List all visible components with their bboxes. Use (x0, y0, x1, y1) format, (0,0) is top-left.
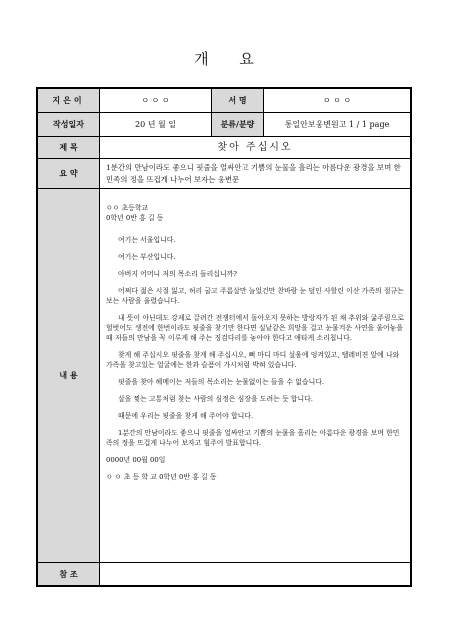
speech-paragraph-6: 찾게 해 주십시오 핏줄을 찾게 해 주십시오, 뼈 마디 마디 설움에 엉켜있고, 텔레비젼 앞에 나와 가족을 찾고있는 얼굴에는 한과 슬픔이 가시처럼 박혀 있습니다. (106, 351, 400, 369)
reference-value (100, 563, 410, 585)
speech-paragraph-3: 아버지 어머니 저의 목소리 들리십니까? (118, 270, 237, 278)
reference-row (38, 563, 410, 585)
speech-body (100, 189, 410, 562)
overview-form (36, 87, 412, 587)
author-row (38, 89, 410, 113)
speech-paragraph-9: 때문에 우리는 핏줄을 찾게 해 주어야 합니다. (118, 412, 254, 420)
summary-row (38, 159, 410, 189)
summary-value: 1분간의 만남이라도 좋으니 핏줄을 얼싸안고 기쁨의 눈물을 흘리는 아름다운 광경을 보며 한민족의 정을 뜨겁게 나누어 보자는 웅변문 (106, 162, 401, 184)
category-label: 분류/분량 (212, 113, 264, 136)
content-label: 내 용 (38, 189, 100, 562)
author-label: 지은이 (38, 89, 100, 112)
reference-label: 참 조 (38, 563, 100, 585)
speech-paragraph-10: 1분간의 만남이라도 좋으니 핏줄을 얼싸안고 기쁨의 눈물을 흘리는 아름다운 광경을 보며 한민족의 정을 뜨겁게 나누어 보자고 힘주어 발표합니다. (106, 429, 400, 447)
speech-signoff: ㅇ ㅇ 초 등 학 교 0학년 0반 홍 길 동 (106, 473, 217, 481)
category-value: 통일안보웅변원고 1 / 1 page (284, 120, 390, 129)
speech-paragraph-8: 살을 찢는 고통처럼 찾는 사람의 심정은 심장을 도려는 듯 합니다. (118, 395, 313, 403)
subject-row (38, 137, 410, 159)
document-title: 개 요 (194, 50, 256, 68)
speech-paragraph-2: 여기는 부산입니다. (118, 253, 176, 261)
speech-class-name: 0학년 0반 홍 길 동 (106, 214, 164, 222)
subject-label: 제 목 (38, 137, 100, 158)
signature-value: ㅇ ㅇ ㅇ (322, 96, 352, 105)
speech-school: ㅇㅇ 초등학교 (106, 204, 149, 212)
date-value: 20 년 월 일 (100, 113, 212, 136)
speech-date-line: 0000년 00월 00일 (106, 456, 166, 464)
content-row (38, 189, 410, 563)
signature-label: 서 명 (212, 89, 264, 112)
date-row (38, 113, 410, 137)
speech-paragraph-1: 여기는 서울입니다. (118, 236, 176, 244)
speech-paragraph-5: 내 뜻이 아닌데도 강제로 끌려간 전쟁터에서 돌아오지 못하는 방랑자가 된 채 추위와 굶주림으로 헐벗어도 생전에 한번이라도 핏줄을 찾기만 한다면 실낱같은 희망을 걸고 눈물겨운 사연을 울어놓을 때 저들의 만남을 꼭 이루게 해 주는 징검다리를 놓아야 한다고 애타게 소리칩니다. (106, 314, 404, 342)
speech-paragraph-4: 어쩌다 젊은 시절 잃고, 허리 굽고 주름살만 늘었건만 찬바람 눈 덮인 사할린 이산 가족의 절규는 보는 사람을 울렸습니다. (106, 287, 404, 305)
subject-value: 찾아 주십시오 (217, 142, 293, 153)
speech-paragraph-7: 핏줄을 찾아 헤메이는 저들의 목소리는 눈물없이는 들을 수 없습니다. (118, 378, 325, 386)
summary-label: 요 약 (38, 159, 100, 188)
date-label: 작성일자 (38, 113, 100, 136)
author-value: ㅇ ㅇ ㅇ (100, 89, 212, 112)
